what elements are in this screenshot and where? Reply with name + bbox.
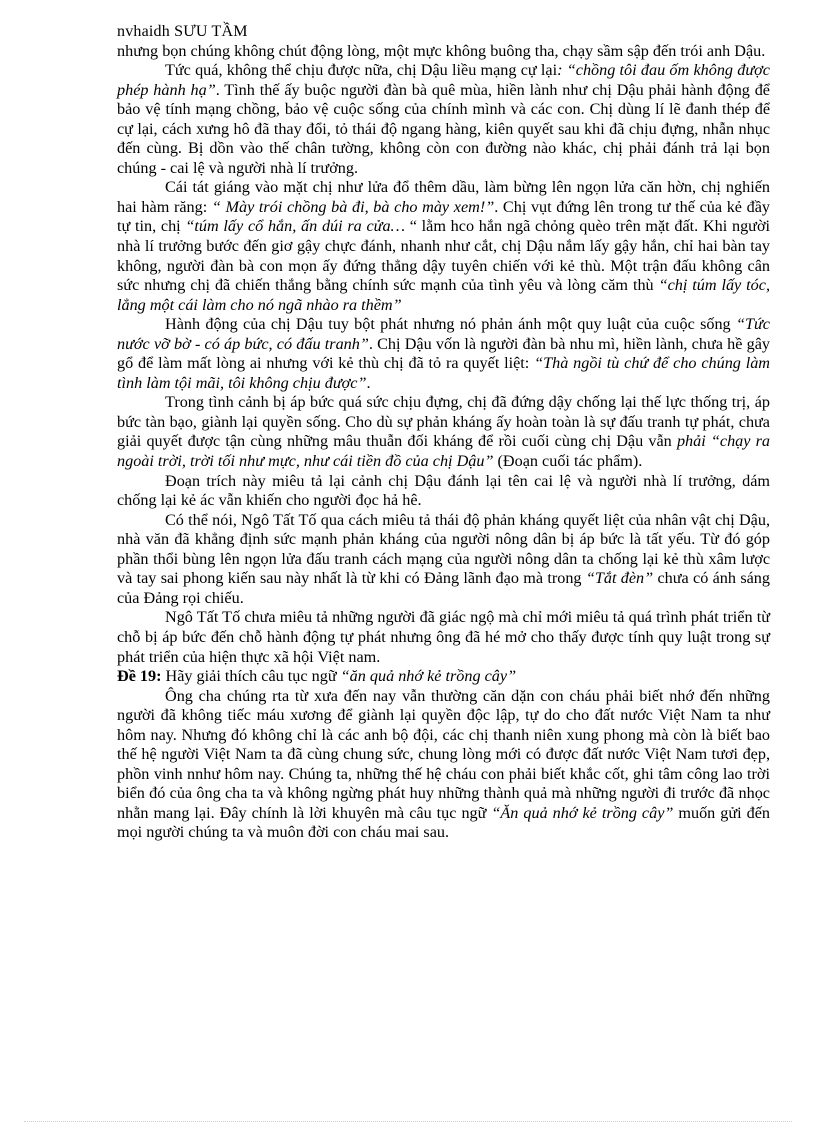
document-body: [117, 42, 770, 843]
bold-run: Đề 19:: [117, 667, 162, 686]
text-run: . Chị Dậu vốn là người đàn bà nhu mì, hiền lành, chưa hề gây gổ để làm mất lòng ai nhưng với kẻ thù chị đã tỏ ra quyết liệt:: [117, 334, 770, 373]
italic-run: “Tắt đèn”: [585, 569, 654, 588]
italic-run: “chị túm lấy tóc, lẳng một cái làm cho nó ngã nhào ra thềm”: [117, 276, 770, 314]
paragraph: [117, 608, 770, 667]
text-run: Ông cha chúng rta từ xưa đến nay vẫn thường căn dặn con cháu phải biết nhớ đến những người đã không tiếc máu xương để giành lại quyền độc lập, tự do cho đất nước Việt Nam ta như hôm nay. Nhưng đó không chỉ là các anh bộ đội, các chị thanh niên xung phong mà còn là biết bao thế hệ người Việt Nam ta đã cùng chung sức, chung lòng mới có được đất nước Việt Nam tươi đẹp, phồn vinh nnhư hôm nay. Chúng ta, những thế hệ cháu con phải biết khắc cốt, ghi tâm công lao trời biển đó của ông cha ta và không ngừng phát huy những thành quả mà những người đi trước đã nhọc nhằn mang lại. Đây chính là lời khuyên mà câu tục ngữ: [117, 686, 770, 822]
text-run: chưa có ánh sáng của Đảng rọi chiếu.: [117, 569, 770, 607]
text-run: Đoạn trích này miêu tả lại cảnh chị Dậu đánh lại tên cai lệ và người nhà lí trưởng, dám chống lại kẻ ác vẫn khiến cho người đọc hả hê.: [117, 471, 770, 510]
italic-run: “ Mày trói chồng bà đi, bà cho mày xem!”: [211, 197, 495, 216]
text-run: “ lằm hco hắn ngã chỏng quèo trên mặt đất. Khi người nhà lí trưởng bước đến giơ gậy chực đánh, nhanh như cắt, chị Dậu nắm lấy gậy hắn, chỉ hai bàn tay không, người đàn bà con mọn ấy đứng thẳng dậy tuyên chiến với kẻ thù. Một trận đấu không cân sức nhưng chị đã chiến thắng bằng chính sức mạnh của tình yêu và lòng căm thù: [117, 217, 771, 295]
text-run: (Đoạn cuối tác phẩm).: [493, 452, 643, 471]
italic-run: “Tức nước vỡ bờ - có áp bức, có đấu tranh”: [117, 315, 770, 353]
text-run: Hãy giải thích câu tục ngữ: [161, 667, 341, 686]
italic-run: “Ăn quả nhớ kẻ trồng cây”: [491, 803, 674, 822]
italic-run: “Thà ngồi tù chứ để cho chúng làm tình làm tội mãi, tôi không chịu được”: [117, 354, 770, 392]
document-page: [117, 22, 770, 843]
text-run: Hành động của chị Dậu tuy bột phát nhưng nó phản ánh một quy luật của cuộc sống: [165, 315, 736, 334]
text-run: . Tình thế ấy buộc người đàn bà quê mùa, hiền lành như chị Dậu phải hành động để bảo vệ tính mạng chồng, bảo vệ cuộc sống của chính mình và các con. Chị dùng lí lẽ đanh thép để cự lại, cách xưng hô đã thay đổi, tỏ thái độ ngang hàng, kiên quyết sau khi đã chịu đựng, nhẫn nhục đến cùng. Bị dồn vào thế chân tường, không còn con đường nào khác, chị phải đánh trả lại bọn chúng - cai lệ và người nhà lí trưởng.: [117, 80, 770, 177]
text-run: Trong tình cảnh bị áp bức quá sức chịu đựng, chị đã đứng dậy chống lại thế lực thống trị, áp bức tàn bạo, giành lại quyền sống. Cho dù sự phản kháng ấy hoàn toàn là sự đấu tranh tự phát, chưa giải quyết được tận cùng những mâu thuẫn đối kháng để rồi cuối cùng chị Dậu vẫn: [117, 393, 770, 451]
page-header: nvhaidh SƯU TẦM: [117, 23, 248, 40]
paragraph: [117, 61, 770, 178]
text-run: Ngô Tất Tố chưa miêu tả những người đã giác ngộ mà chỉ mới miêu tả quá trình phát triển từ chỗ bị áp bức đến chỗ hành động tự phát nhưng ông đã hé mở cho thấy được tính quy luật trong sự phát triển của hiện thực xã hội Việt nam.: [117, 608, 770, 666]
paragraph: [117, 315, 770, 393]
text-run: . Chị vụt đứng lên trong tư thế của kẻ đầy tự tin, chị: [117, 197, 771, 236]
text-run: Có thể nói, Ngô Tất Tố qua cách miêu tả thái độ phản kháng quyết liệt của nhân vật chị Dậu, nhà văn đã khẳng định sức mạnh phản kháng của người nông dân bị áp bức là tất yếu. Từ đó góp phần thổi bùng lên ngọn lửa đấu tranh cách mạng của người nông dân ta chống lại kẻ thù xâm lược và tay sai phong kiến sau này nhất là từ khi có Đảng lãnh đạo mà trong: [117, 510, 770, 588]
text-run: Cái tát giáng vào mặt chị như lửa đổ thêm dầu, làm bừng lên ngọn lửa căn hờn, chị nghiến hai hàm răng:: [117, 178, 770, 216]
text-run: nhưng bọn chúng không chút động lòng, một mực không buông tha, chạy sầm sập đến trói anh Dậu.: [117, 41, 766, 60]
paragraph: [117, 42, 770, 62]
paragraph: [117, 511, 770, 609]
paragraph: [117, 393, 770, 471]
paragraph: [117, 687, 770, 843]
paragraph: [117, 178, 770, 315]
page-bottom-divider: [24, 1121, 792, 1122]
text-run: muốn gửi đến mọi người chúng ta và muôn đời con cháu mai sau.: [117, 803, 770, 842]
italic-run: : “chồng tôi đau ốm không được phép hành hạ”: [117, 61, 770, 99]
text-run: Tức quá, không thể chịu được nữa, chị Dậu liều mạng cự lại: [165, 61, 558, 80]
paragraph: [117, 472, 770, 511]
italic-run: phải “chạy ra ngoài trời, trời tối như mực, như cái tiền đồ của chị Dậu”: [117, 432, 771, 471]
section-heading: [117, 667, 770, 687]
italic-run: “ăn quả nhớ kẻ trồng cây”: [340, 667, 517, 686]
text-run: .: [366, 373, 371, 392]
italic-run: “túm lấy cổ hắn, ấn dúi ra cửa…: [185, 217, 405, 236]
